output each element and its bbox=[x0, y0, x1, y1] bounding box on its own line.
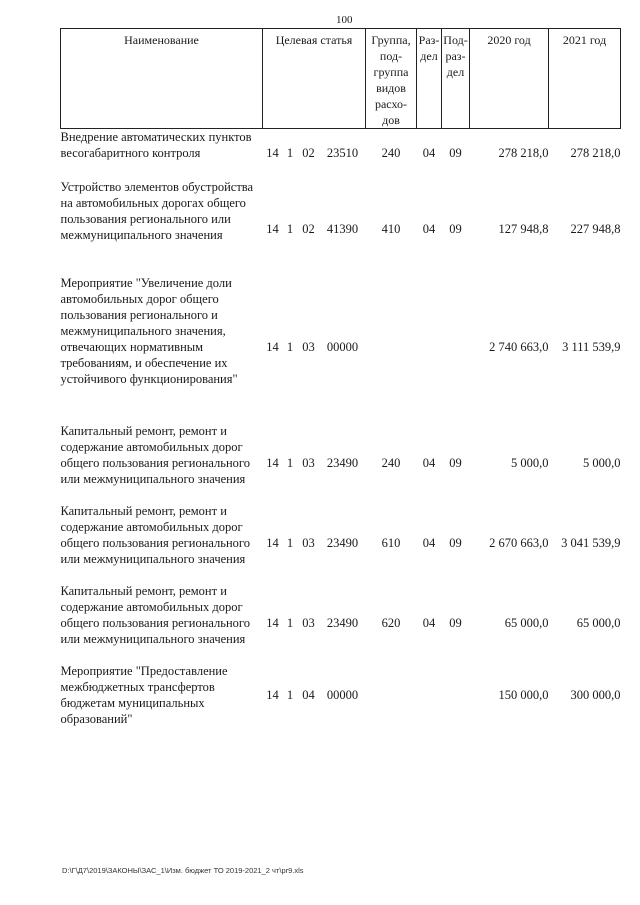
table-row bbox=[61, 179, 621, 275]
target-event: 03 bbox=[302, 339, 315, 354]
table-row bbox=[61, 583, 621, 663]
budget-table bbox=[60, 28, 621, 733]
target-code: 00000 bbox=[326, 339, 359, 354]
target-program: 14 bbox=[266, 339, 279, 354]
row-name: Мероприятие "Увеличение доли автомобильных дорог общего пользования регионального и межмуниципального значения, отвечающих нормативным требованиям, и обеспечение их устойчивого функционирования" bbox=[60, 275, 238, 386]
target-code: 23490 bbox=[326, 455, 359, 470]
target-subprogram: 1 bbox=[286, 455, 294, 470]
row-name: Внедрение автоматических пунктов весогабаритного контроля bbox=[60, 130, 252, 160]
target-program: 14 bbox=[266, 615, 279, 630]
group-code: 240 bbox=[381, 455, 401, 470]
target-code: 23490 bbox=[326, 615, 359, 630]
amount-2020: 65 000,0 bbox=[504, 615, 549, 630]
amount-2021: 227 948,8 bbox=[570, 221, 621, 236]
table-header bbox=[61, 29, 621, 129]
file-path-footer: D:\Г\Д7\2019\ЗАКОНЫ\ЗАС_1\Изм. бюджет ТО 2019-2021_2 чт\pr9.xls bbox=[62, 866, 304, 875]
amount-2020: 278 218,0 bbox=[498, 146, 549, 160]
target-subprogram: 1 bbox=[286, 146, 294, 160]
amount-2021: 3 111 539,9 bbox=[562, 339, 621, 354]
subsection-code bbox=[442, 663, 470, 733]
table-body bbox=[61, 129, 621, 733]
group-code: 620 bbox=[381, 615, 401, 630]
amount-2021: 5 000,0 bbox=[583, 455, 621, 470]
amount-2021: 300 000,0 bbox=[570, 687, 621, 702]
target-code: 23510 bbox=[326, 146, 359, 160]
amount-2020: 2 670 663,0 bbox=[489, 535, 549, 550]
subsection-code: 09 bbox=[449, 455, 462, 470]
group-code: 410 bbox=[381, 221, 401, 236]
subsection-code: 09 bbox=[449, 221, 462, 236]
group-code: 610 bbox=[381, 535, 401, 550]
subsection-code: 09 bbox=[449, 535, 462, 550]
amount-2020: 127 948,8 bbox=[498, 221, 549, 236]
target-program: 14 bbox=[266, 146, 279, 160]
section-code: 04 bbox=[422, 535, 436, 550]
target-subprogram: 1 bbox=[286, 221, 294, 236]
target-event: 04 bbox=[302, 687, 315, 702]
target-code: 23490 bbox=[326, 535, 359, 550]
target-event: 02 bbox=[302, 146, 315, 160]
amount-2020: 150 000,0 bbox=[498, 687, 549, 702]
section-code: 04 bbox=[422, 221, 436, 236]
target-program: 14 bbox=[266, 455, 279, 470]
row-name: Капитальный ремонт, ремонт и содержание автомобильных дорог общего пользования регионального или межмуниципального значения bbox=[60, 503, 250, 566]
section-code: 04 bbox=[422, 615, 436, 630]
header-section: Раз-дел bbox=[417, 29, 442, 129]
target-subprogram: 1 bbox=[286, 687, 294, 702]
amount-2020: 5 000,0 bbox=[511, 455, 549, 470]
page-number: 100 bbox=[336, 14, 353, 26]
group-code bbox=[366, 663, 417, 733]
header-2020: 2020 год bbox=[470, 29, 549, 129]
table-row bbox=[61, 275, 621, 423]
header-2021: 2021 год bbox=[549, 29, 621, 129]
table-row bbox=[61, 663, 621, 733]
target-event: 03 bbox=[302, 615, 315, 630]
row-name: Устройство элементов обустройства на автомобильных дорогах общего пользования регионального или межмуниципального значения bbox=[60, 179, 254, 242]
section-code bbox=[417, 275, 442, 423]
subsection-code bbox=[442, 275, 470, 423]
header-subsection: Под-раз-дел bbox=[442, 29, 470, 129]
target-code: 00000 bbox=[326, 687, 359, 702]
target-event: 03 bbox=[302, 535, 315, 550]
row-name: Капитальный ремонт, ремонт и содержание автомобильных дорог общего пользования регионального или межмуниципального значения bbox=[60, 583, 250, 646]
section-code: 04 bbox=[422, 455, 436, 470]
amount-2021: 278 218,0 bbox=[570, 146, 621, 160]
table-row bbox=[61, 129, 621, 179]
target-event: 02 bbox=[302, 221, 315, 236]
target-program: 14 bbox=[266, 535, 279, 550]
header-target: Целевая статья bbox=[263, 29, 366, 129]
target-subprogram: 1 bbox=[286, 339, 294, 354]
target-program: 14 bbox=[266, 687, 279, 702]
target-code: 41390 bbox=[326, 221, 359, 236]
row-name: Мероприятие "Предоставление межбюджетных трансфертов бюджетам муниципальных образований" bbox=[60, 663, 228, 726]
table-row bbox=[61, 503, 621, 583]
target-event: 03 bbox=[302, 455, 315, 470]
target-subprogram: 1 bbox=[286, 615, 294, 630]
subsection-code: 09 bbox=[449, 146, 462, 160]
target-subprogram: 1 bbox=[286, 535, 294, 550]
amount-2021: 65 000,0 bbox=[576, 615, 621, 630]
target-program: 14 bbox=[266, 221, 279, 236]
amount-2020: 2 740 663,0 bbox=[489, 339, 549, 354]
group-code: 240 bbox=[381, 146, 401, 160]
table-row bbox=[61, 423, 621, 503]
subsection-code: 09 bbox=[449, 615, 462, 630]
section-code: 04 bbox=[422, 146, 436, 160]
header-group: Группа, под-группа видов расхо-дов bbox=[366, 29, 417, 129]
row-name: Капитальный ремонт, ремонт и содержание автомобильных дорог общего пользования регионального или межмуниципального значения bbox=[60, 423, 250, 486]
amount-2021: 3 041 539,9 bbox=[561, 535, 621, 550]
section-code bbox=[417, 663, 442, 733]
group-code bbox=[366, 275, 417, 423]
header-name: Наименование bbox=[61, 29, 263, 129]
